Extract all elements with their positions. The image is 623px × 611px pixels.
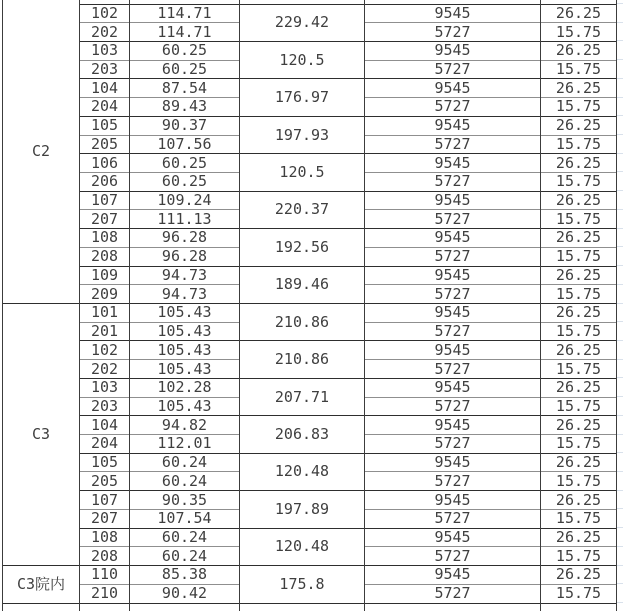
section-label-cell[interactable] (3, 603, 80, 611)
gridline-stub (617, 190, 623, 191)
area-cell[interactable]: 89.43 (130, 98, 240, 117)
pair-total-cell[interactable]: 189.46 (240, 266, 365, 303)
empty-cell[interactable] (130, 603, 240, 611)
rate-cell[interactable]: 26.25 (541, 229, 617, 248)
room-cell[interactable]: 110 (80, 566, 130, 585)
gridline-stub (617, 471, 623, 472)
pair-total-cell[interactable]: 120.48 (240, 528, 365, 565)
pair-total-cell[interactable]: 176.97 (240, 79, 365, 116)
rate-cell[interactable]: 15.75 (541, 210, 617, 229)
area-cell[interactable]: 60.25 (130, 154, 240, 173)
pair-total-cell[interactable]: 210.86 (240, 304, 365, 341)
room-cell[interactable]: 209 (80, 285, 130, 304)
area-cell[interactable]: 90.35 (130, 491, 240, 510)
gridline-stub (617, 565, 623, 566)
rate-cell[interactable]: 15.75 (541, 60, 617, 79)
gridline-stubs (617, 0, 623, 611)
room-cell[interactable]: 102 (80, 341, 130, 360)
empty-cell[interactable] (541, 603, 617, 611)
gridline-stub (617, 228, 623, 229)
amount-cell[interactable]: 9545 (365, 491, 541, 510)
room-cell[interactable]: 207 (80, 210, 130, 229)
pair-total-cell[interactable]: 192.56 (240, 229, 365, 266)
area-cell[interactable]: 60.25 (130, 60, 240, 79)
amount-cell[interactable]: 5727 (365, 98, 541, 117)
pair-total-cell[interactable]: 120.48 (240, 453, 365, 490)
pair-total-cell[interactable]: 120.5 (240, 154, 365, 191)
amount-cell[interactable]: 9545 (365, 79, 541, 98)
amount-cell[interactable]: 9545 (365, 116, 541, 135)
room-cell[interactable]: 207 (80, 509, 130, 528)
area-cell[interactable]: 60.24 (130, 547, 240, 566)
area-cell[interactable]: 60.25 (130, 172, 240, 191)
amount-cell[interactable]: 5727 (365, 23, 541, 42)
rate-cell[interactable]: 26.25 (541, 41, 617, 60)
area-cell[interactable]: 107.56 (130, 135, 240, 154)
room-cell[interactable]: 103 (80, 378, 130, 397)
amount-cell[interactable]: 5727 (365, 397, 541, 416)
pair-total-cell[interactable]: 175.8 (240, 566, 365, 603)
rate-cell[interactable]: 15.75 (541, 397, 617, 416)
gridline-stub (617, 490, 623, 491)
room-cell[interactable]: 104 (80, 416, 130, 435)
pair-total-cell[interactable]: 220.37 (240, 191, 365, 228)
fee-table (2, 0, 617, 611)
gridline-stub (617, 209, 623, 210)
room-cell[interactable]: 204 (80, 98, 130, 117)
area-cell[interactable]: 107.54 (130, 509, 240, 528)
area-cell[interactable]: 109.24 (130, 191, 240, 210)
empty-cell[interactable] (80, 603, 130, 611)
room-cell[interactable]: 202 (80, 360, 130, 379)
gridline-stub (617, 22, 623, 23)
area-cell[interactable]: 114.71 (130, 23, 240, 42)
area-cell[interactable]: 60.24 (130, 472, 240, 491)
room-cell[interactable]: 202 (80, 23, 130, 42)
room-cell[interactable]: 104 (80, 79, 130, 98)
gridline-stub (617, 59, 623, 60)
amount-cell[interactable]: 9545 (365, 229, 541, 248)
room-cell[interactable]: 206 (80, 172, 130, 191)
room-cell[interactable]: 210 (80, 584, 130, 603)
room-cell[interactable]: 106 (80, 154, 130, 173)
amount-cell[interactable]: 9545 (365, 453, 541, 472)
empty-cell[interactable] (240, 603, 365, 611)
amount-cell[interactable]: 5727 (365, 360, 541, 379)
pair-total-cell[interactable]: 197.93 (240, 116, 365, 153)
section-label-cell[interactable]: C3 (3, 304, 80, 566)
rate-cell[interactable]: 15.75 (541, 360, 617, 379)
rate-cell[interactable]: 26.25 (541, 528, 617, 547)
room-cell[interactable]: 103 (80, 41, 130, 60)
area-cell[interactable]: 60.24 (130, 453, 240, 472)
room-cell[interactable]: 108 (80, 528, 130, 547)
area-cell[interactable]: 94.82 (130, 416, 240, 435)
rate-cell[interactable]: 15.75 (541, 247, 617, 266)
gridline-stub (617, 340, 623, 341)
room-cell[interactable]: 204 (80, 435, 130, 454)
amount-cell[interactable]: 5727 (365, 322, 541, 341)
gridline-stub (617, 134, 623, 135)
rate-cell[interactable]: 26.25 (541, 416, 617, 435)
table-body (3, 0, 617, 611)
room-cell[interactable]: 107 (80, 491, 130, 510)
gridline-stub (617, 78, 623, 79)
amount-cell[interactable]: 9545 (365, 528, 541, 547)
room-cell[interactable]: 208 (80, 547, 130, 566)
area-cell[interactable]: 94.73 (130, 285, 240, 304)
amount-cell[interactable]: 9545 (365, 378, 541, 397)
rate-cell[interactable]: 15.75 (541, 509, 617, 528)
room-cell[interactable]: 203 (80, 397, 130, 416)
rate-cell[interactable]: 26.25 (541, 79, 617, 98)
gridline-stub (617, 246, 623, 247)
pair-total-cell[interactable]: 206.83 (240, 416, 365, 453)
area-cell[interactable]: 94.73 (130, 266, 240, 285)
area-cell[interactable]: 105.43 (130, 397, 240, 416)
amount-cell[interactable]: 9545 (365, 4, 541, 23)
gridline-stub (617, 3, 623, 4)
pair-total-cell[interactable]: 197.89 (240, 491, 365, 528)
amount-cell[interactable]: 5727 (365, 509, 541, 528)
rate-cell[interactable]: 15.75 (541, 98, 617, 117)
room-cell[interactable]: 102 (80, 4, 130, 23)
rate-cell[interactable]: 15.75 (541, 472, 617, 491)
rate-cell[interactable]: 26.25 (541, 341, 617, 360)
area-cell[interactable]: 105.43 (130, 360, 240, 379)
rate-cell[interactable]: 15.75 (541, 322, 617, 341)
amount-cell[interactable]: 5727 (365, 60, 541, 79)
room-cell[interactable]: 205 (80, 135, 130, 154)
area-cell[interactable]: 60.25 (130, 41, 240, 60)
room-cell[interactable]: 107 (80, 191, 130, 210)
room-cell[interactable]: 208 (80, 247, 130, 266)
rate-cell[interactable]: 15.75 (541, 172, 617, 191)
gridline-stub (617, 434, 623, 435)
rate-cell[interactable]: 15.75 (541, 23, 617, 42)
gridline-stub (617, 415, 623, 416)
empty-cell[interactable] (365, 603, 541, 611)
gridline-stub (617, 97, 623, 98)
rate-cell[interactable]: 26.25 (541, 566, 617, 585)
amount-cell[interactable]: 5727 (365, 547, 541, 566)
gridline-stub (617, 171, 623, 172)
rate-cell[interactable]: 15.75 (541, 547, 617, 566)
area-cell[interactable]: 111.13 (130, 210, 240, 229)
gridline-stub (617, 153, 623, 154)
gridline-stub (617, 115, 623, 116)
area-cell[interactable]: 87.54 (130, 79, 240, 98)
area-cell[interactable]: 105.43 (130, 322, 240, 341)
rate-cell[interactable]: 15.75 (541, 135, 617, 154)
area-cell[interactable]: 85.38 (130, 566, 240, 585)
amount-cell[interactable]: 5727 (365, 247, 541, 266)
rate-cell[interactable]: 26.25 (541, 266, 617, 285)
area-cell[interactable]: 96.28 (130, 247, 240, 266)
area-cell[interactable]: 114.71 (130, 4, 240, 23)
gridline-stub (617, 377, 623, 378)
section-label-cell[interactable]: C3院内 (3, 566, 80, 603)
room-cell[interactable]: 105 (80, 453, 130, 472)
room-cell[interactable]: 109 (80, 266, 130, 285)
gridline-stub (617, 602, 623, 603)
area-cell[interactable]: 102.28 (130, 378, 240, 397)
gridline-stub (617, 583, 623, 584)
rate-cell[interactable]: 26.25 (541, 378, 617, 397)
room-cell[interactable]: 205 (80, 472, 130, 491)
area-cell[interactable]: 112.01 (130, 435, 240, 454)
gridline-stub (617, 508, 623, 509)
gridline-stub (617, 527, 623, 528)
rate-cell[interactable]: 26.25 (541, 4, 617, 23)
amount-cell[interactable]: 9545 (365, 341, 541, 360)
rate-cell[interactable]: 26.25 (541, 191, 617, 210)
pair-total-cell[interactable]: 207.71 (240, 378, 365, 415)
rate-cell[interactable]: 26.25 (541, 453, 617, 472)
area-cell[interactable]: 96.28 (130, 229, 240, 248)
gridline-stub (617, 303, 623, 304)
gridline-stub (617, 284, 623, 285)
amount-cell[interactable]: 9545 (365, 566, 541, 585)
gridline-stub (617, 40, 623, 41)
room-cell[interactable]: 201 (80, 322, 130, 341)
room-cell[interactable]: 203 (80, 60, 130, 79)
amount-cell[interactable]: 9545 (365, 154, 541, 173)
rate-cell[interactable]: 26.25 (541, 154, 617, 173)
rate-cell[interactable]: 15.75 (541, 285, 617, 304)
gridline-stub (617, 359, 623, 360)
area-cell[interactable]: 105.43 (130, 341, 240, 360)
rate-cell[interactable]: 15.75 (541, 435, 617, 454)
rate-cell[interactable]: 26.25 (541, 116, 617, 135)
amount-cell[interactable]: 5727 (365, 435, 541, 454)
amount-cell[interactable]: 5727 (365, 135, 541, 154)
rate-cell[interactable]: 15.75 (541, 584, 617, 603)
room-cell[interactable]: 105 (80, 116, 130, 135)
room-cell[interactable]: 108 (80, 229, 130, 248)
pair-total-cell[interactable]: 229.42 (240, 4, 365, 41)
amount-cell[interactable]: 5727 (365, 584, 541, 603)
area-cell[interactable]: 90.42 (130, 584, 240, 603)
area-cell[interactable]: 60.24 (130, 528, 240, 547)
gridline-stub (617, 452, 623, 453)
amount-cell[interactable]: 5727 (365, 210, 541, 229)
gridline-stub (617, 396, 623, 397)
gridline-stub (617, 265, 623, 266)
amount-cell[interactable]: 5727 (365, 285, 541, 304)
amount-cell[interactable]: 9545 (365, 304, 541, 323)
rate-cell[interactable]: 26.25 (541, 491, 617, 510)
amount-cell[interactable]: 9545 (365, 266, 541, 285)
section-label-cell[interactable]: C2 (3, 0, 80, 304)
amount-cell[interactable]: 5727 (365, 172, 541, 191)
room-cell[interactable]: 101 (80, 304, 130, 323)
gridline-stub (617, 546, 623, 547)
rate-cell[interactable]: 26.25 (541, 304, 617, 323)
area-cell[interactable]: 105.43 (130, 304, 240, 323)
gridline-stub (617, 321, 623, 322)
pair-total-cell[interactable]: 120.5 (240, 41, 365, 78)
pair-total-cell[interactable]: 210.86 (240, 341, 365, 378)
amount-cell[interactable]: 5727 (365, 472, 541, 491)
amount-cell[interactable]: 9545 (365, 191, 541, 210)
area-cell[interactable]: 90.37 (130, 116, 240, 135)
amount-cell[interactable]: 9545 (365, 41, 541, 60)
amount-cell[interactable]: 9545 (365, 416, 541, 435)
